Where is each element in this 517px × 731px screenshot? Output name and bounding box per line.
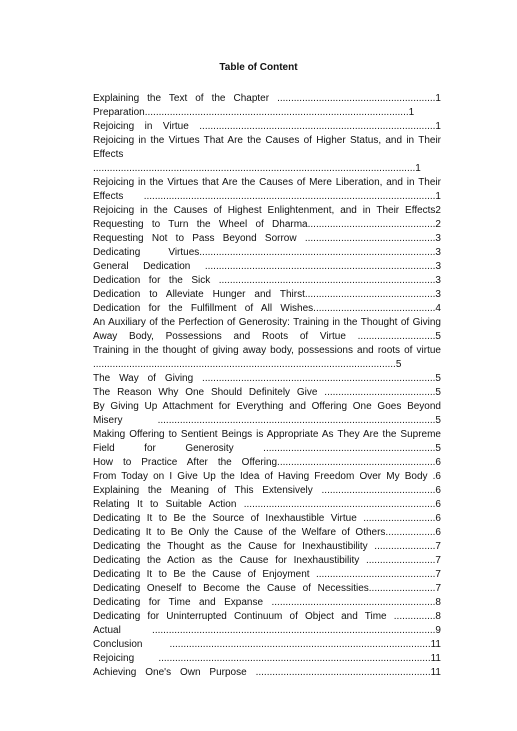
toc-entry[interactable]: Training in the thought of giving away body, possessions and roots of virtue .............................................................................................................5 (93, 345, 441, 370)
toc-entry[interactable]: Dedication for the Sick ..............................................................................3 (93, 275, 441, 286)
toc-entry[interactable]: The Way of Giving ....................................................................................5 (93, 373, 441, 384)
page-title: Table of Content (219, 62, 298, 73)
toc-entry[interactable]: Dedicating It to Be the Cause of Enjoyment ...........................................7 (93, 569, 441, 580)
toc-entry[interactable]: Rejoicing in the Virtues That Are the Causes of Higher Status, and in Their Effects ....................................................................................................................1 (93, 135, 441, 174)
toc-entry[interactable]: Requesting to Turn the Wheel of Dharma..............................................2 (93, 219, 441, 230)
toc-entry[interactable]: From Today on I Give Up the Idea of Having Freedom Over My Body .6 (93, 471, 441, 482)
toc-entry[interactable]: Conclusion ..............................................................................................11 (93, 639, 441, 650)
toc-entry[interactable]: Making Offering to Sentient Beings is Appropriate As They Are the Supreme Field for Generosity ..............................................................5 (93, 429, 441, 454)
toc-entry[interactable]: Rejoicing in Virtue .....................................................................................1 (93, 121, 441, 132)
toc-entry[interactable]: Dedication to Alleviate Hunger and Thirst...............................................3 (93, 289, 441, 300)
toc-entry[interactable]: Explaining the Text of the Chapter .........................................................1 (93, 93, 441, 104)
toc-entry[interactable]: An Auxiliary of the Perfection of Generosity: Training in the Thought of Giving Away Body, Possessions and Roots of Virtue ............................5 (93, 317, 441, 342)
toc-entry[interactable]: Dedicating Oneself to Become the Cause of Necessities........................7 (93, 583, 441, 594)
toc-entry[interactable]: Dedication for the Fulfillment of All Wishes............................................4 (93, 303, 441, 314)
toc-entry[interactable]: How to Practice After the Offering.........................................................6 (93, 457, 441, 468)
toc-entry[interactable]: Dedicating the Thought as the Cause for Inexhaustibility ......................7 (93, 541, 441, 552)
toc-entry[interactable]: Preparation...............................................................................................1 (93, 107, 415, 118)
toc-entry[interactable]: General Dedication ...................................................................................3 (93, 261, 441, 272)
toc-entry[interactable]: The Reason Why One Should Definitely Give ........................................5 (93, 387, 441, 398)
toc-entry[interactable]: Dedicating the Action as the Cause for Inexhaustibility .........................7 (93, 555, 441, 566)
toc-entry[interactable]: Achieving One's Own Purpose ...............................................................11 (93, 667, 441, 678)
toc-entry[interactable]: Actual ......................................................................................................9 (93, 625, 441, 636)
toc-entry[interactable]: By Giving Up Attachment for Everything and Offering One Goes Beyond Misery ....................................................................................................5 (93, 401, 441, 426)
toc-entry[interactable]: Dedicating for Uninterrupted Continuum of Object and Time ...............8 (93, 611, 441, 622)
toc-entry[interactable]: Requesting Not to Pass Beyond Sorrow ...............................................3 (93, 233, 441, 244)
toc-entry[interactable]: Dedicating Virtues.....................................................................................3 (93, 247, 441, 258)
toc-entry[interactable]: Rejoicing in the Virtues that Are the Causes of Mere Liberation, and in Their Effects .........................................................................................................1 (93, 177, 441, 202)
toc-entry[interactable]: Rejoicing in the Causes of Highest Enlightenment, and in Their Effects2 (93, 205, 441, 216)
toc-entry[interactable]: Dedicating It to Be Only the Cause of the Welfare of Others..................6 (93, 527, 441, 538)
toc-entry[interactable]: Explaining the Meaning of This Extensively .........................................6 (93, 485, 441, 496)
toc-entry[interactable]: Rejoicing ..................................................................................................11 (93, 653, 441, 664)
toc-entry[interactable]: Dedicating for Time and Expanse ...........................................................8 (93, 597, 441, 608)
toc-entry[interactable]: Relating It to Suitable Action .....................................................................6 (93, 499, 441, 510)
toc-entry[interactable]: Dedicating It to Be the Source of Inexhaustible Virtue ..........................6 (93, 513, 441, 524)
table-of-contents (93, 92, 441, 680)
